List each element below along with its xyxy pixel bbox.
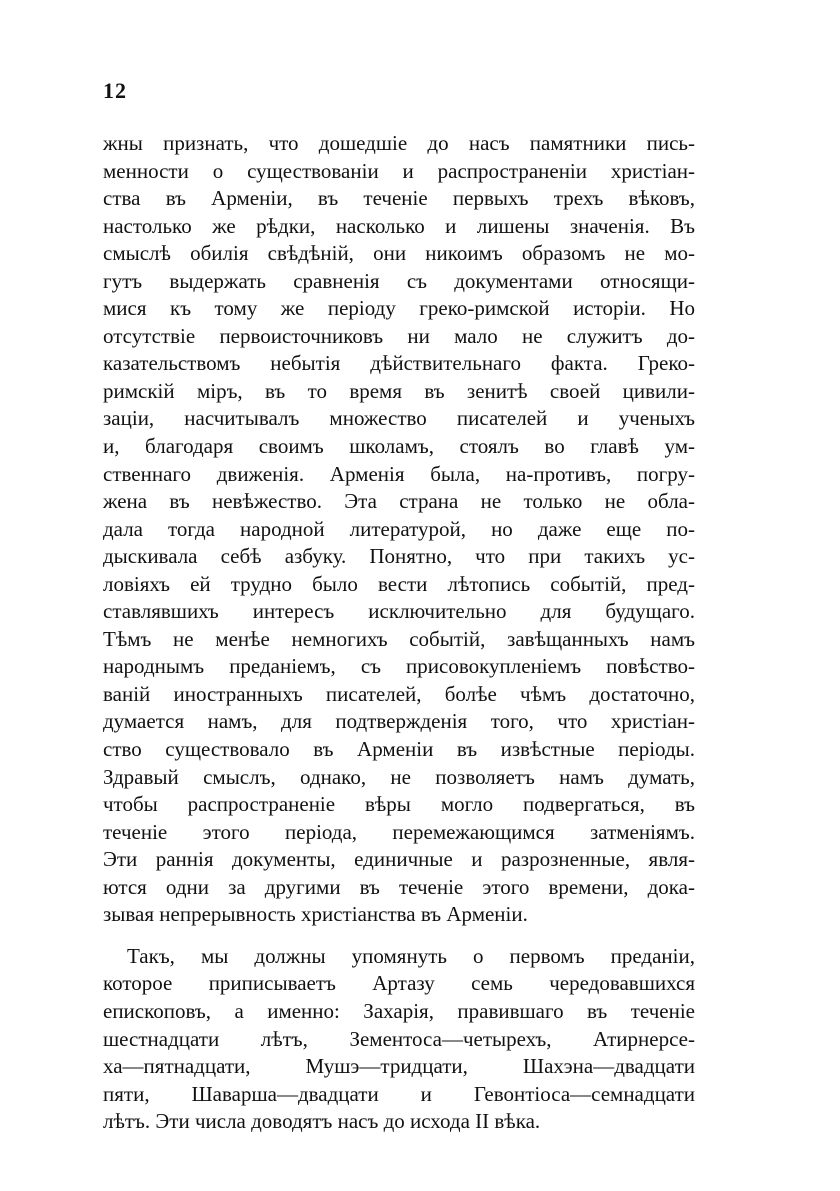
text-line: ставлявшихъ интересъ исключительно для будущаго. bbox=[103, 599, 695, 624]
text-line: Такъ, мы должны упомянуть о первомъ преданіи, bbox=[127, 943, 695, 968]
text-line: которое приписываетъ Артазу семь чередовавшихся bbox=[103, 971, 695, 996]
text-line: епископовъ, а именно: Захарія, правившаго въ теченіе bbox=[103, 998, 695, 1023]
page-number: 12 bbox=[103, 78, 127, 103]
text-line: ются одни за другими въ теченіе этого времени, дока- bbox=[103, 874, 695, 899]
body-text bbox=[103, 130, 695, 1136]
text-line: чтобы распространеніе вѣры могло подвергаться, въ bbox=[103, 792, 695, 817]
text-line: ство существовало въ Арменіи въ извѣстные періоды. bbox=[103, 737, 695, 762]
text-line: Эти раннія документы, единичные и разрозненные, явля- bbox=[103, 847, 695, 872]
text-line: ственнаго движенія. Арменія была, на-противъ, погру- bbox=[103, 461, 695, 486]
text-line: Тѣмъ не менѣе немногихъ событій, завѣщанныхъ намъ bbox=[103, 626, 695, 651]
text-line: Здравый смыслъ, однако, не позволяетъ намъ думать, bbox=[103, 764, 695, 789]
text-line: лѣтъ. Эти числа доводятъ насъ до исхода II вѣка. bbox=[103, 1109, 541, 1134]
paragraph-gap bbox=[103, 929, 695, 943]
text-line: гутъ выдержать сравненія съ документами относящи- bbox=[103, 268, 695, 293]
text-line: казательствомъ небытія дѣйствительнаго факта. Греко- bbox=[103, 351, 695, 376]
text-line: настолько же рѣдки, насколько и лишены значенія. Въ bbox=[103, 213, 695, 238]
paragraph-1 bbox=[103, 130, 695, 929]
text-line: теченіе этого періода, перемежающимся затменіямъ. bbox=[103, 819, 695, 844]
text-line: отсутствіе первоисточниковъ ни мало не служитъ до- bbox=[103, 323, 695, 348]
text-line: шестнадцати лѣтъ, Зементоса—четырехъ, Атирнерсе- bbox=[103, 1026, 695, 1051]
text-line: пяти, Шаварша—двадцати и Гевонтіоса—семнадцати bbox=[103, 1081, 695, 1106]
text-line: мися къ тому же періоду греко-римской исторіи. Но bbox=[103, 296, 695, 321]
text-line: думается намъ, для подтвержденія того, что христіан- bbox=[103, 709, 695, 734]
text-line: ства въ Арменіи, въ теченіе первыхъ трехъ вѣковъ, bbox=[103, 186, 695, 211]
text-line: жны признать, что дошедшіе до насъ памятники пись- bbox=[103, 131, 695, 155]
text-line: римскій міръ, въ то время въ зенитѣ своей цивили- bbox=[103, 378, 695, 403]
text-line: зывая непрерывность христіанства въ Арменіи. bbox=[103, 902, 528, 927]
text-line: менности о существованіи и распространеніи христіан- bbox=[103, 158, 695, 183]
text-line: ваній иностранныхъ писателей, болѣе чѣмъ достаточно, bbox=[103, 681, 695, 706]
paragraph-2 bbox=[103, 943, 695, 1136]
text-line: дыскивала себѣ азбуку. Понятно, что при такихъ ус- bbox=[103, 544, 695, 569]
text-line: дала тогда народной литературой, но даже еще по- bbox=[103, 516, 695, 541]
text-line: ловіяхъ ей трудно было вести лѣтопись событій, пред- bbox=[103, 571, 695, 596]
text-line: заціи, насчитывалъ множество писателей и ученыхъ bbox=[103, 406, 695, 431]
text-line: жена въ невѣжество. Эта страна не только не обла- bbox=[103, 489, 695, 514]
text-line: и, благодаря своимъ школамъ, стоялъ во главѣ ум- bbox=[103, 434, 695, 459]
text-line: ха—пятнадцати, Мушэ—тридцати, Шахэна—двадцати bbox=[103, 1054, 695, 1079]
text-line: смыслѣ обилія свѣдѣній, они никоимъ образомъ не мо- bbox=[103, 241, 695, 266]
text-line: народнымъ преданіемъ, съ присовокупленіемъ повѣство- bbox=[103, 654, 695, 679]
